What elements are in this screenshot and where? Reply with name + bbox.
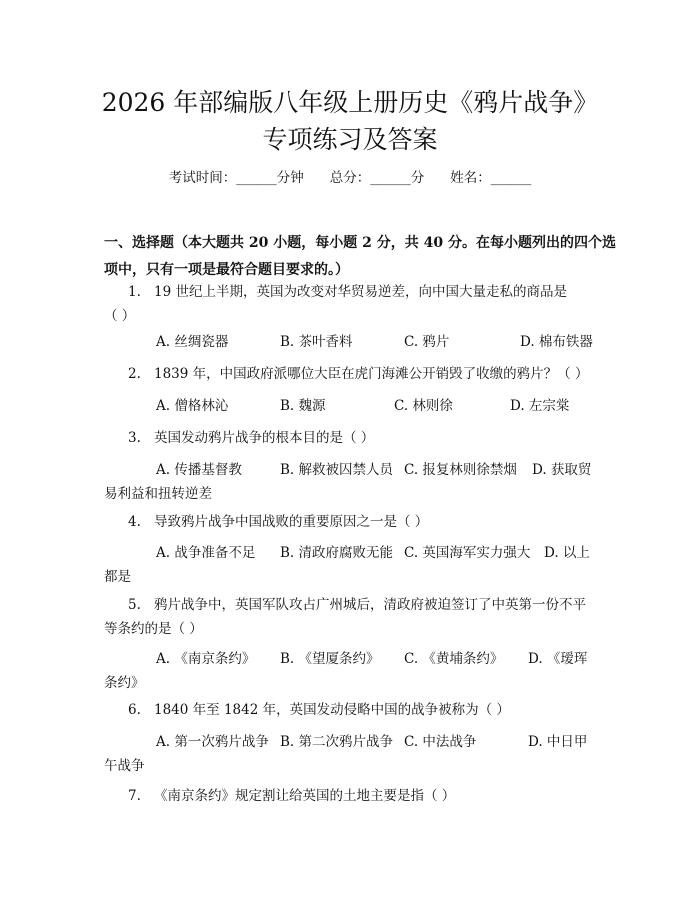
time-unit: 分钟 (276, 170, 304, 186)
question-text: 《南京条约》规定割让给英国的土地主要是指（ ） (154, 788, 456, 804)
question-text: 1840 年至 1842 年，英国发动侵略中国的战争被称为（ ） (154, 702, 510, 718)
option-c[interactable]: C. 中法战争 (404, 734, 477, 750)
option-b[interactable]: B. 茶叶香料 (280, 334, 353, 350)
question-number: 6. (128, 702, 141, 718)
question-1 (104, 280, 600, 328)
question-7 (104, 784, 600, 808)
question-2 (104, 362, 600, 386)
option-a[interactable]: A. 第一次鸦片战争 (156, 734, 269, 750)
question-3-options (104, 458, 600, 506)
option-d[interactable]: D. 中日甲 (528, 734, 588, 750)
question-text: 导致鸦片战争中国战败的重要原因之一是（ ） (154, 514, 429, 530)
option-d-cont: 午战争 (104, 758, 145, 774)
option-b[interactable]: B. 《望厦条约》 (280, 651, 380, 667)
option-d-cont: 条约》 (104, 675, 145, 691)
score-blank: ______ (370, 170, 411, 186)
question-text: 英国发动鸦片战争的根本目的是（ ） (154, 430, 375, 446)
option-a[interactable]: A. 僧格林沁 (156, 398, 229, 414)
section-heading-line1: 一、选择题（本大题共 20 小题，每小题 2 分，共 40 分。在每小题列出的四个选 (104, 235, 616, 251)
option-d[interactable]: D. 《瑷珲 (528, 651, 588, 667)
score-label: 总分： (329, 170, 371, 186)
option-d-cont: 易利益和扭转逆差 (104, 486, 212, 502)
option-b[interactable]: B. 解救被囚禁人员 (280, 462, 394, 478)
page-title-line2: 专项练习及答案 (262, 125, 438, 154)
question-text-cont: 等条约的是（ ） (104, 621, 203, 637)
name-blank: ______ (490, 170, 532, 186)
option-c[interactable]: C. 《黄埔条约》 (404, 651, 504, 667)
question-5-options (104, 647, 600, 695)
question-text: 鸦片战争中，英国军队攻占广州城后，清政府被迫签订了中英第一份不平 (154, 597, 586, 613)
question-text: 1839 年，中国政府派哪位大臣在虎门海滩公开销毁了收缴的鸦片？（ ） (154, 366, 589, 382)
option-d-cont: 都是 (104, 569, 131, 585)
section-heading (104, 230, 624, 284)
question-number: 1. (128, 284, 141, 300)
option-a[interactable]: A. 战争准备不足 (156, 545, 256, 561)
option-c[interactable]: C. 英国海军实力强大 (404, 545, 531, 561)
question-text-cont: （ ） (104, 308, 136, 324)
option-b[interactable]: B. 魏源 (280, 398, 326, 414)
question-2-options (104, 394, 600, 418)
question-3 (104, 426, 600, 450)
option-d[interactable]: D. 以上 (544, 545, 590, 561)
section-heading-line2: 项中，只有一项是最符合题目要求的。） (104, 262, 349, 278)
question-1-options (104, 330, 600, 354)
score-unit: 分 (410, 170, 425, 186)
option-c[interactable]: C. 林则徐 (394, 398, 453, 414)
question-6 (104, 698, 600, 722)
option-d[interactable]: D. 获取贸 (532, 462, 592, 478)
time-label: 考试时间： (168, 170, 237, 186)
exam-info-bar (0, 168, 700, 188)
option-b[interactable]: B. 清政府腐败无能 (280, 545, 394, 561)
question-4-options (104, 541, 600, 589)
option-a[interactable]: A. 丝绸瓷器 (156, 334, 229, 350)
page-title-line1: 2026 年部编版八年级上册历史《鸦片战争》 (101, 88, 599, 117)
question-number: 3. (128, 430, 141, 446)
option-d[interactable]: D. 棉布铁器 (520, 334, 593, 350)
option-b[interactable]: B. 第二次鸦片战争 (280, 734, 394, 750)
question-number: 5. (128, 597, 141, 613)
question-4 (104, 510, 600, 534)
question-number: 7. (128, 788, 141, 804)
question-number: 4. (128, 514, 141, 530)
question-number: 2. (128, 366, 141, 382)
option-c[interactable]: C. 报复林则徐禁烟 (404, 462, 517, 478)
option-a[interactable]: A. 传播基督教 (156, 462, 242, 478)
question-text: 19 世纪上半期，英国为改变对华贸易逆差，向中国大量走私的商品是 (154, 284, 567, 300)
question-6-options (104, 730, 600, 778)
option-c[interactable]: C. 鸦片 (404, 334, 450, 350)
option-a[interactable]: A. 《南京条约》 (156, 651, 256, 667)
time-blank: ______ (236, 170, 277, 186)
option-d[interactable]: D. 左宗棠 (510, 398, 570, 414)
question-5 (104, 593, 600, 641)
name-label: 姓名： (450, 170, 491, 186)
